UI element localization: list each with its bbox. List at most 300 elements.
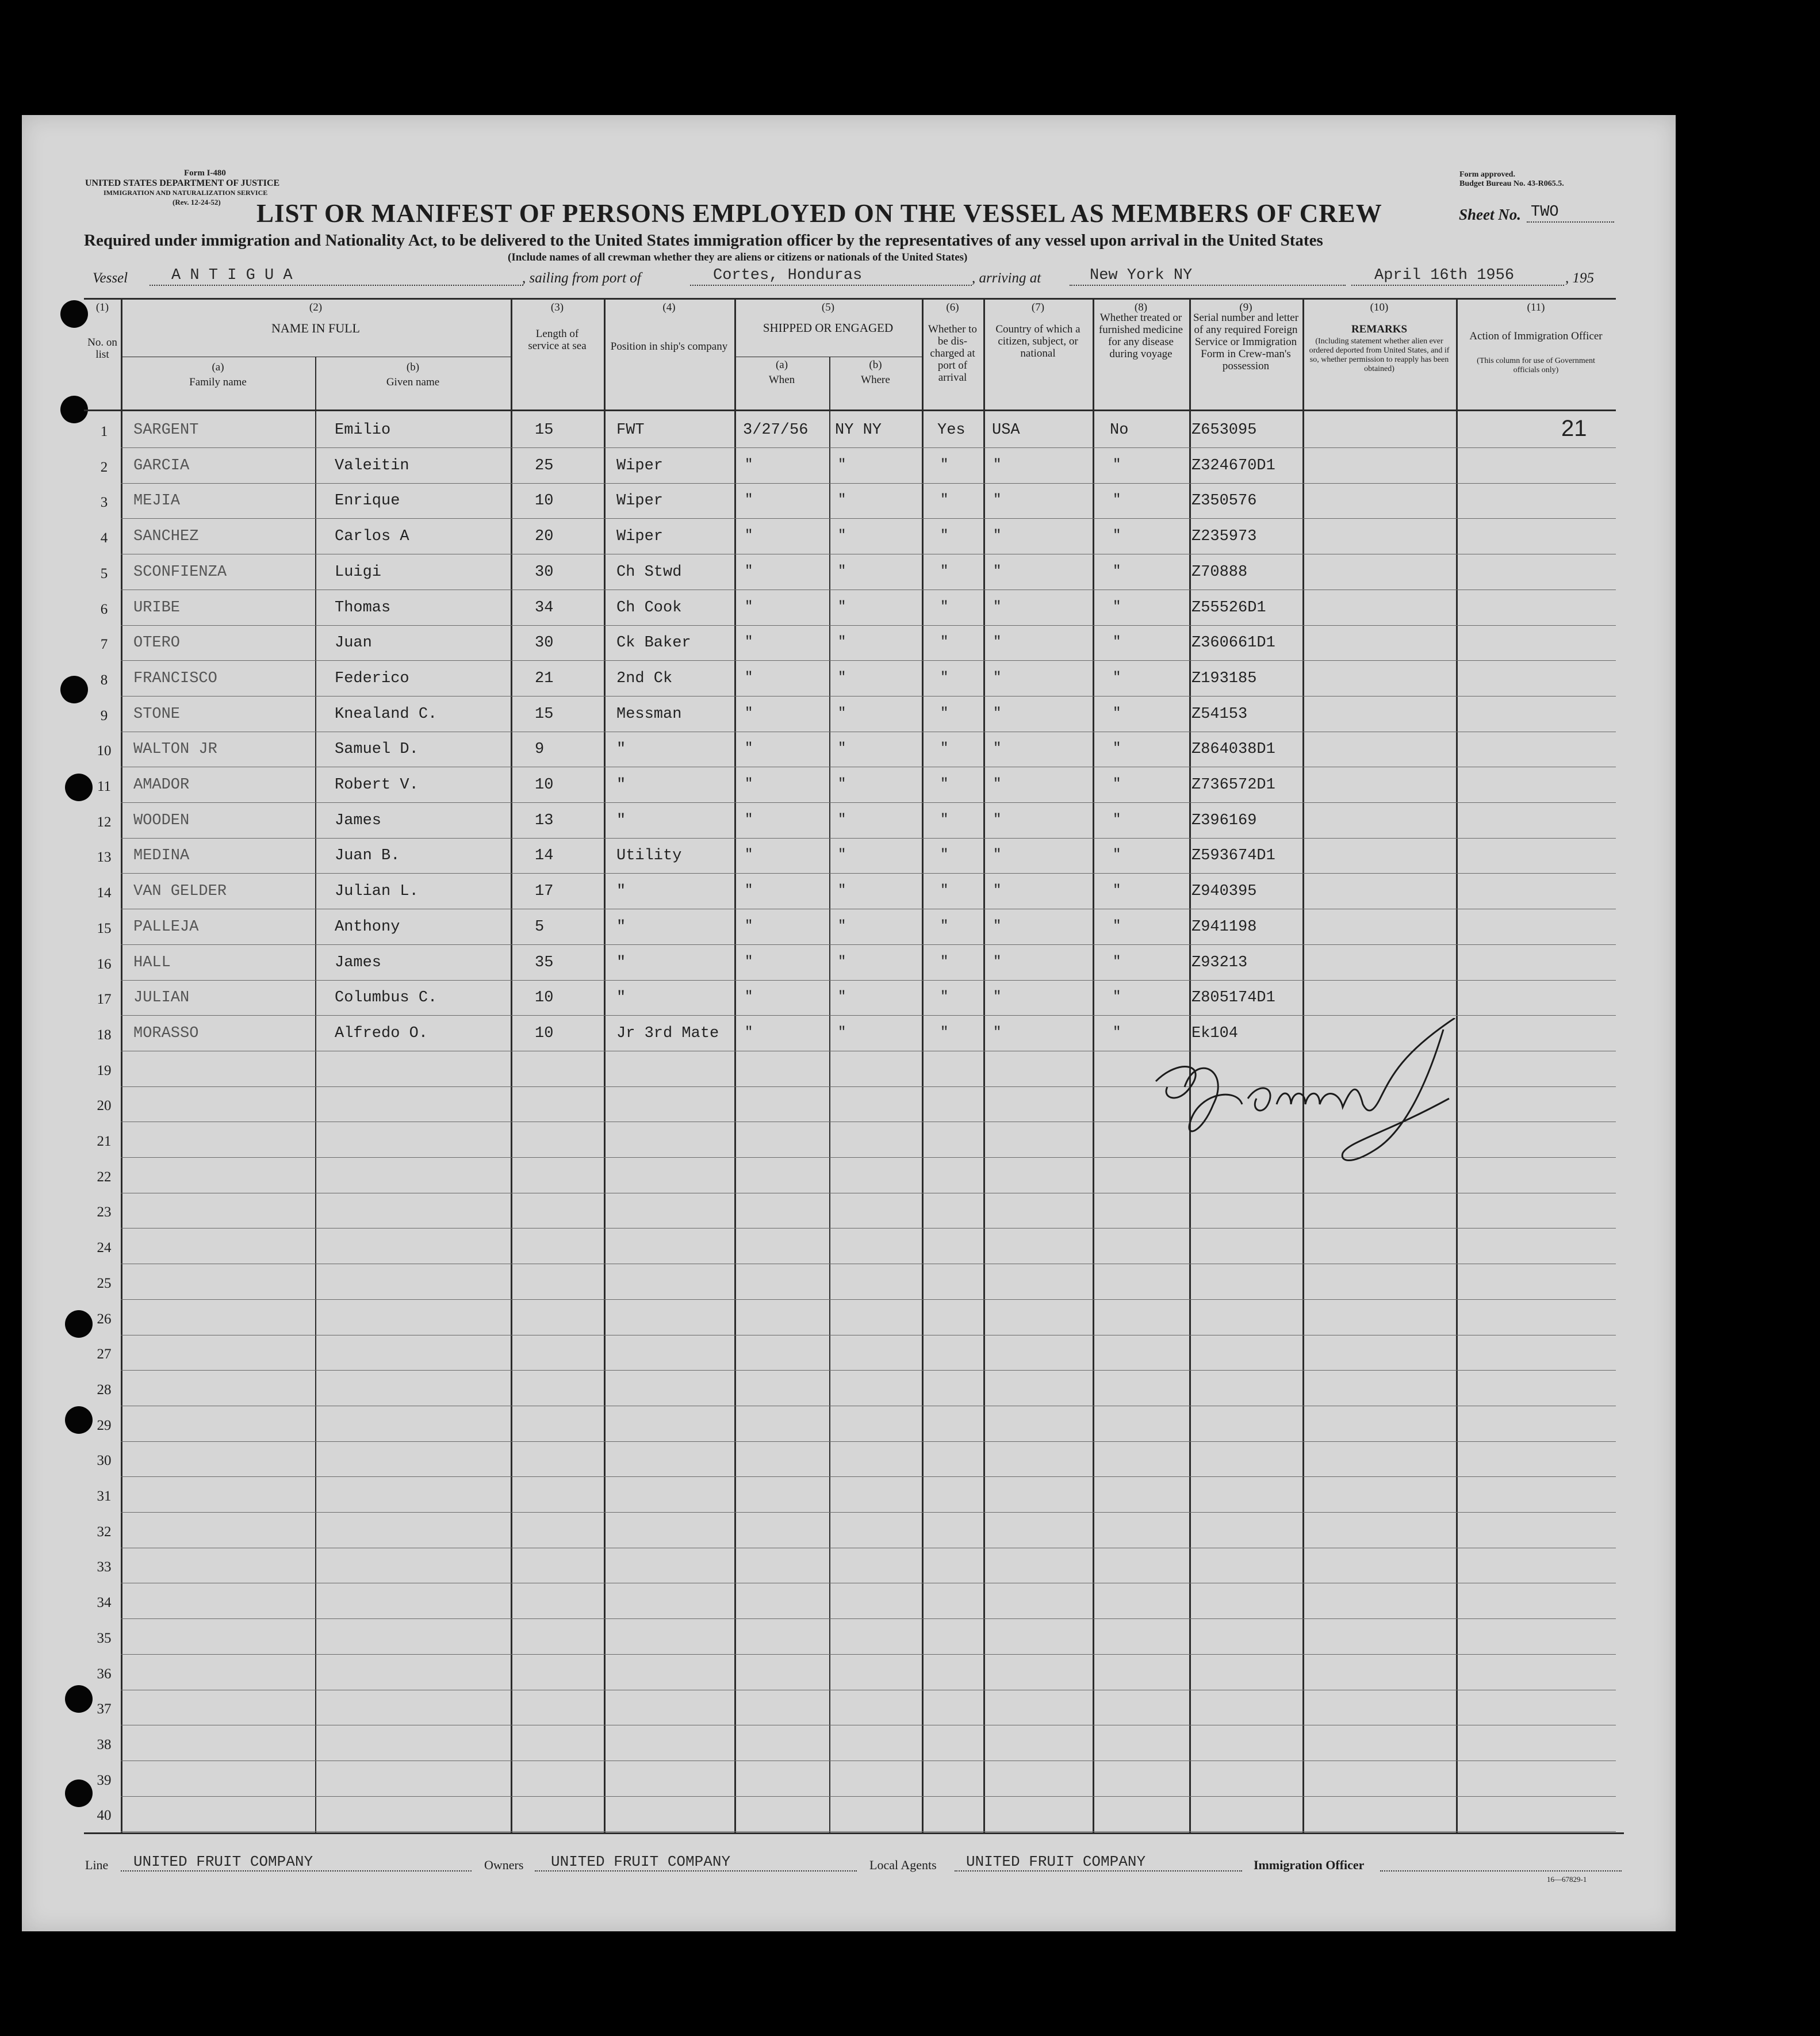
sheet-no-label: Sheet No.	[1459, 206, 1521, 223]
country-ditto: "	[993, 812, 1002, 828]
med-ditto: "	[1113, 812, 1121, 828]
row-number: 22	[97, 1169, 112, 1185]
family-name: WOODEN	[133, 812, 190, 829]
row-number: 16	[97, 956, 112, 972]
position: "	[616, 812, 626, 829]
row-number: 6	[100, 601, 108, 617]
position: Messman	[616, 705, 682, 723]
where-ditto: "	[838, 812, 846, 828]
med-ditto: "	[1113, 741, 1121, 757]
family-name: MEDINA	[133, 847, 190, 865]
col10-note: (Including statement whether alien ever ordered deported from United States, and if so, whether permission to reapply has been obtained)	[1309, 337, 1450, 373]
when-ditto: "	[745, 741, 753, 757]
disch-ditto: "	[940, 457, 949, 473]
country-ditto: "	[993, 599, 1002, 615]
col8-heading: Whether treated or furnished medicine for any disease during voyage	[1098, 312, 1183, 360]
where-ditto: "	[838, 528, 846, 544]
country-ditto: "	[993, 528, 1002, 544]
disch-ditto: "	[940, 528, 949, 544]
where-ditto: "	[838, 492, 846, 508]
position: Utility	[616, 847, 682, 865]
owners-value: UNITED FRUIT COMPANY	[551, 1853, 731, 1870]
family-name: AMADOR	[133, 776, 190, 794]
med-ditto: "	[1113, 492, 1121, 508]
row-number: 35	[97, 1630, 112, 1646]
length-of-service: 17	[535, 883, 554, 901]
when-ditto: "	[745, 528, 753, 544]
position: "	[616, 776, 626, 794]
position: "	[616, 741, 626, 759]
serial-number: Z193185	[1191, 669, 1257, 687]
where-ditto: "	[838, 883, 846, 899]
disch-ditto: "	[940, 918, 949, 934]
serial-number: Z805174D1	[1191, 989, 1275, 1007]
col8-number: (8)	[1134, 301, 1148, 313]
given-name: Valeitin	[335, 457, 409, 474]
position: Ch Cook	[616, 599, 682, 617]
row-number: 13	[97, 849, 112, 866]
length-of-service: 10	[535, 776, 554, 794]
where-ditto: "	[838, 741, 846, 757]
med-ditto: "	[1113, 776, 1121, 792]
vessel-label: Vessel	[93, 270, 128, 286]
sailing-port: Cortes, Honduras	[713, 267, 863, 284]
row-rule	[121, 625, 1616, 626]
row-number: 38	[97, 1736, 112, 1752]
given-name: Alfredo O.	[335, 1024, 428, 1042]
line-value: UNITED FRUIT COMPANY	[133, 1853, 313, 1870]
length-of-service: 10	[535, 1024, 554, 1042]
position: Ck Baker	[616, 634, 691, 652]
med-ditto: "	[1113, 883, 1121, 899]
given-name: Emilio	[335, 422, 391, 439]
serial-number: Z940395	[1191, 883, 1257, 901]
row-number: 9	[100, 707, 108, 724]
length-of-service: 15	[535, 422, 554, 439]
family-name: SARGENT	[133, 422, 199, 439]
serial-number: Z736572D1	[1191, 776, 1275, 794]
col5b-heading: Where	[861, 374, 890, 386]
col2b-heading: Given name	[386, 376, 440, 388]
when-ditto: "	[745, 954, 753, 970]
row-number: 29	[97, 1417, 112, 1433]
row-number: 34	[97, 1595, 112, 1611]
where-ditto: "	[838, 954, 846, 970]
med-ditto: "	[1113, 918, 1121, 934]
family-name: URIBE	[133, 599, 181, 617]
country-ditto: "	[993, 776, 1002, 792]
row-number: 23	[97, 1204, 112, 1220]
serial-number: Z864038D1	[1191, 741, 1275, 759]
row-number: 36	[97, 1666, 112, 1682]
serial-number: Z55526D1	[1191, 599, 1266, 617]
med-ditto: "	[1113, 599, 1121, 615]
when-ditto: "	[745, 634, 753, 650]
country-ditto: "	[993, 492, 1002, 508]
length-of-service: 13	[535, 812, 554, 829]
row-number: 31	[97, 1488, 112, 1504]
length-of-service: 21	[535, 669, 554, 687]
row-number: 17	[97, 992, 112, 1008]
where-ditto: "	[838, 1024, 846, 1040]
row-number: 5	[100, 565, 108, 581]
med-ditto: "	[1113, 634, 1121, 650]
col9-heading: Serial number and letter of any required Foreign Service or Immigration Form in Crew-man's possession	[1193, 312, 1299, 372]
when-ditto: "	[745, 457, 753, 473]
serial-number: Z653095	[1191, 422, 1257, 439]
med-ditto: "	[1113, 563, 1121, 579]
col5a-number: (a)	[775, 359, 788, 371]
given-name: Luigi	[335, 563, 382, 581]
row-rule	[121, 944, 1616, 945]
length-of-service: 14	[535, 847, 554, 865]
col3-number: (3)	[550, 301, 564, 313]
length-of-service: 10	[535, 492, 554, 510]
row-number: 3	[100, 495, 108, 511]
disch-ditto: "	[940, 669, 949, 686]
position: "	[616, 918, 626, 936]
family-name: GARCIA	[133, 457, 190, 474]
serial-number: Z593674D1	[1191, 847, 1275, 865]
position: Ch Stwd	[616, 563, 682, 581]
col1-heading: No. on list	[87, 336, 117, 361]
department-name: UNITED STATES DEPARTMENT OF JUSTICE	[85, 178, 280, 188]
med-ditto: "	[1113, 847, 1121, 863]
col11-note: (This column for use of Government officials only)	[1477, 357, 1595, 374]
family-name: HALL	[133, 954, 171, 971]
row-number: 10	[97, 743, 112, 759]
row-number: 39	[97, 1772, 112, 1788]
med-ditto: "	[1113, 705, 1121, 721]
length-of-service: 30	[535, 634, 554, 652]
arrival-date: April 16th 1956	[1374, 267, 1515, 284]
position: "	[616, 989, 626, 1007]
length-of-service: 34	[535, 599, 554, 617]
country-ditto: "	[993, 457, 1002, 473]
col10-heading: REMARKS	[1351, 323, 1408, 335]
immigration-officer-label: Immigration Officer	[1254, 1858, 1365, 1872]
row-number: 30	[97, 1453, 112, 1469]
country-ditto: "	[993, 883, 1002, 899]
row-number: 4	[100, 530, 108, 546]
col5-number: (5)	[821, 301, 835, 313]
row-rule	[121, 1299, 1616, 1300]
col6-heading: Whether to be dis-charged at port of arrival	[928, 323, 977, 384]
position: "	[616, 883, 626, 901]
length-of-service: 5	[535, 918, 545, 936]
country-ditto: "	[993, 563, 1002, 579]
col10-number: (10)	[1370, 301, 1389, 313]
revision-date: (Rev. 12-24-52)	[173, 198, 221, 206]
where-ditto: "	[838, 599, 846, 615]
owners-label: Owners	[484, 1858, 524, 1872]
when-ditto: "	[745, 1024, 753, 1040]
family-name: MEJIA	[133, 492, 181, 510]
serial-number: Ek104	[1191, 1024, 1239, 1042]
budget-bureau-no: Budget Bureau No. 43-R065.5.	[1459, 179, 1564, 188]
country-ditto: "	[993, 847, 1002, 863]
where-ditto: "	[838, 669, 846, 686]
when-ditto: "	[745, 599, 753, 615]
where-ditto: "	[838, 634, 846, 650]
when-ditto: "	[745, 705, 753, 721]
position: Wiper	[616, 528, 664, 546]
col5b-number: (b)	[869, 359, 882, 371]
family-name: PALLEJA	[133, 918, 199, 936]
col11-heading: Action of Immigration Officer	[1469, 330, 1603, 342]
col1-number: (1)	[95, 301, 109, 313]
serial-number: Z70888	[1191, 563, 1248, 581]
row-rule	[121, 1831, 1616, 1832]
col3-heading: Length of service at sea	[528, 328, 587, 352]
med-ditto: "	[1113, 457, 1121, 473]
row-number: 12	[97, 814, 112, 830]
row-rule	[121, 838, 1616, 839]
disch-ditto: "	[940, 563, 949, 579]
where-value: NY NY	[835, 422, 882, 439]
length-of-service: 25	[535, 457, 554, 474]
med-ditto: "	[1113, 528, 1121, 544]
row-rule	[121, 873, 1616, 874]
row-number: 32	[97, 1524, 112, 1540]
local-agents-label: Local Agents	[869, 1858, 937, 1872]
country-ditto: "	[993, 1024, 1002, 1040]
row-rule	[121, 483, 1616, 484]
given-name: Knealand C.	[335, 705, 438, 723]
row-number: 14	[97, 885, 112, 901]
year-suffix: , 195	[1565, 270, 1594, 286]
when-ditto: "	[745, 812, 753, 828]
disch-ditto: "	[940, 847, 949, 863]
family-name: SANCHEZ	[133, 528, 199, 546]
position: FWT	[616, 422, 645, 439]
disch-ditto: "	[940, 705, 949, 721]
row-number: 40	[97, 1808, 112, 1824]
given-name: Enrique	[335, 492, 400, 510]
row-rule	[121, 1796, 1616, 1797]
form-number: Form I-480	[184, 169, 226, 178]
disch-ditto: "	[940, 599, 949, 615]
row-number: 27	[97, 1346, 112, 1363]
where-ditto: "	[838, 847, 846, 863]
country-ditto: "	[993, 669, 1002, 686]
row-rule	[121, 980, 1616, 981]
length-of-service: 35	[535, 954, 554, 971]
sailing-label: , sailing from port of	[522, 270, 641, 286]
row-number: 33	[97, 1559, 112, 1575]
line-label: Line	[85, 1858, 109, 1872]
row-number: 18	[97, 1027, 112, 1043]
arriving-port: New York NY	[1090, 267, 1193, 284]
page-title: LIST OR MANIFEST OF PERSONS EMPLOYED ON THE VESSEL AS MEMBERS OF CREW	[256, 199, 1382, 228]
col9-number: (9)	[1239, 301, 1252, 313]
med-ditto: "	[1113, 669, 1121, 686]
country-ditto: "	[993, 705, 1002, 721]
given-name: Julian L.	[335, 883, 419, 901]
officer-signature	[1144, 1018, 1466, 1173]
where-ditto: "	[838, 457, 846, 473]
row-number: 19	[97, 1062, 112, 1078]
country-ditto: "	[993, 954, 1002, 970]
row-rule	[121, 1370, 1616, 1371]
col2b-number: (b)	[406, 361, 420, 373]
length-of-service: 30	[535, 563, 554, 581]
arriving-label: , arriving at	[972, 270, 1041, 286]
subtitle: Required under immigration and Nationality Act, to be delivered to the United States immigration officer by the representatives of any vessel upon arrival in the United States	[84, 231, 1323, 250]
country-ditto: "	[993, 741, 1002, 757]
disch-ditto: "	[940, 812, 949, 828]
family-name: STONE	[133, 705, 181, 723]
col7-heading: Country of which a citizen, subject, or national	[995, 323, 1080, 359]
given-name: Juan B.	[335, 847, 400, 865]
when-value: 3/27/56	[743, 422, 809, 439]
position: Jr 3rd Mate	[616, 1024, 719, 1042]
country-value: USA	[992, 422, 1020, 439]
col2a-number: (a)	[212, 361, 224, 373]
row-number: 11	[97, 779, 112, 794]
row-rule	[121, 1618, 1616, 1619]
serial-number: Z54153	[1191, 705, 1248, 723]
disch-ditto: "	[940, 883, 949, 899]
position: Wiper	[616, 457, 664, 474]
country-ditto: "	[993, 989, 1002, 1005]
when-ditto: "	[745, 492, 753, 508]
med-ditto: "	[1113, 1024, 1121, 1040]
length-of-service: 20	[535, 528, 554, 546]
sheet-no-value: TWO	[1531, 204, 1559, 221]
col5-heading: SHIPPED OR ENGAGED	[763, 321, 894, 335]
disch-ditto: "	[940, 776, 949, 792]
col11-number: (11)	[1527, 301, 1545, 313]
med-value: No	[1110, 422, 1129, 439]
disch-ditto: "	[940, 1024, 949, 1040]
family-name: JULIAN	[133, 989, 190, 1007]
length-of-service: 10	[535, 989, 554, 1007]
med-ditto: "	[1113, 954, 1121, 970]
length-of-service: 15	[535, 705, 554, 723]
form-approved: Form approved.	[1459, 170, 1515, 179]
given-name: Samuel D.	[335, 741, 419, 759]
row-number: 37	[97, 1701, 112, 1717]
when-ditto: "	[745, 883, 753, 899]
family-name: WALTON JR	[133, 741, 217, 759]
when-ditto: "	[745, 847, 753, 863]
col7-number: (7)	[1031, 301, 1045, 313]
country-ditto: "	[993, 918, 1002, 934]
row-number: 8	[100, 672, 108, 688]
row-number: 28	[97, 1381, 112, 1398]
family-name: FRANCISCO	[133, 669, 217, 687]
given-name: Anthony	[335, 918, 400, 936]
disch-ditto: "	[940, 954, 949, 970]
serial-number: Z941198	[1191, 918, 1257, 936]
family-name: SCONFIENZA	[133, 563, 227, 581]
where-ditto: "	[838, 918, 846, 934]
length-of-service: 9	[535, 741, 545, 759]
given-name: James	[335, 954, 382, 971]
col2-heading: NAME IN FULL	[271, 321, 360, 335]
given-name: James	[335, 812, 382, 829]
position: 2nd Ck	[616, 669, 673, 687]
country-ditto: "	[993, 634, 1002, 650]
row-number: 20	[97, 1098, 112, 1114]
serial-number: Z360661D1	[1191, 634, 1275, 652]
action-value: 21	[1561, 416, 1587, 441]
row-rule	[121, 660, 1616, 661]
col2a-heading: Family name	[189, 376, 247, 388]
serial-number: Z235973	[1191, 528, 1257, 546]
where-ditto: "	[838, 776, 846, 792]
row-number: 2	[100, 459, 108, 475]
row-rule	[121, 447, 1616, 448]
given-name: Columbus C.	[335, 989, 438, 1007]
row-rule	[121, 1015, 1616, 1016]
when-ditto: "	[745, 563, 753, 579]
row-rule	[121, 802, 1616, 803]
when-ditto: "	[745, 669, 753, 686]
row-number: 15	[97, 920, 112, 936]
given-name: Juan	[335, 634, 372, 652]
serial-number: Z324670D1	[1191, 457, 1275, 474]
position: Wiper	[616, 492, 664, 510]
disch-ditto: "	[940, 989, 949, 1005]
when-ditto: "	[745, 989, 753, 1005]
row-number: 1	[100, 424, 108, 439]
given-name: Federico	[335, 669, 409, 687]
disch-ditto: "	[940, 634, 949, 650]
family-name: VAN GELDER	[133, 883, 227, 901]
position: "	[616, 954, 626, 971]
form-code: 16—67829-1	[1547, 1875, 1587, 1884]
row-number: 25	[97, 1275, 112, 1291]
where-ditto: "	[838, 563, 846, 579]
row-rule	[121, 1476, 1616, 1477]
col4-heading: Position in ship's company	[610, 340, 728, 353]
col6-number: (6)	[946, 301, 959, 313]
disch-ditto: "	[940, 741, 949, 757]
local-agents-value: UNITED FRUIT COMPANY	[966, 1853, 1146, 1870]
row-rule	[121, 518, 1616, 519]
med-ditto: "	[1113, 989, 1121, 1005]
given-name: Thomas	[335, 599, 391, 617]
row-number: 7	[100, 637, 108, 653]
row-rule	[121, 1512, 1616, 1513]
when-ditto: "	[745, 776, 753, 792]
service-name: IMMIGRATION AND NATURALIZATION SERVICE	[104, 189, 268, 197]
subtitle-note: (Include names of all crewman whether they are aliens or citizens or nationals of the United States)	[508, 251, 968, 263]
row-number: 24	[97, 1240, 112, 1256]
family-name: OTERO	[133, 634, 181, 652]
serial-number: Z93213	[1191, 954, 1248, 971]
given-name: Carlos A	[335, 528, 409, 546]
col2-number: (2)	[309, 301, 323, 313]
row-number: 21	[97, 1134, 112, 1149]
disch-ditto: "	[940, 492, 949, 508]
when-ditto: "	[745, 918, 753, 934]
where-ditto: "	[838, 705, 846, 721]
family-name: MORASSO	[133, 1024, 199, 1042]
row-rule	[121, 1654, 1616, 1655]
row-number: 26	[97, 1311, 112, 1327]
col5a-heading: When	[768, 374, 795, 386]
row-rule	[121, 1441, 1616, 1442]
given-name: Robert V.	[335, 776, 419, 794]
row-rule	[121, 1228, 1616, 1229]
where-ditto: "	[838, 989, 846, 1005]
vessel-name: A N T I G U A	[171, 267, 293, 284]
serial-number: Z396169	[1191, 812, 1257, 829]
serial-number: Z350576	[1191, 492, 1257, 510]
